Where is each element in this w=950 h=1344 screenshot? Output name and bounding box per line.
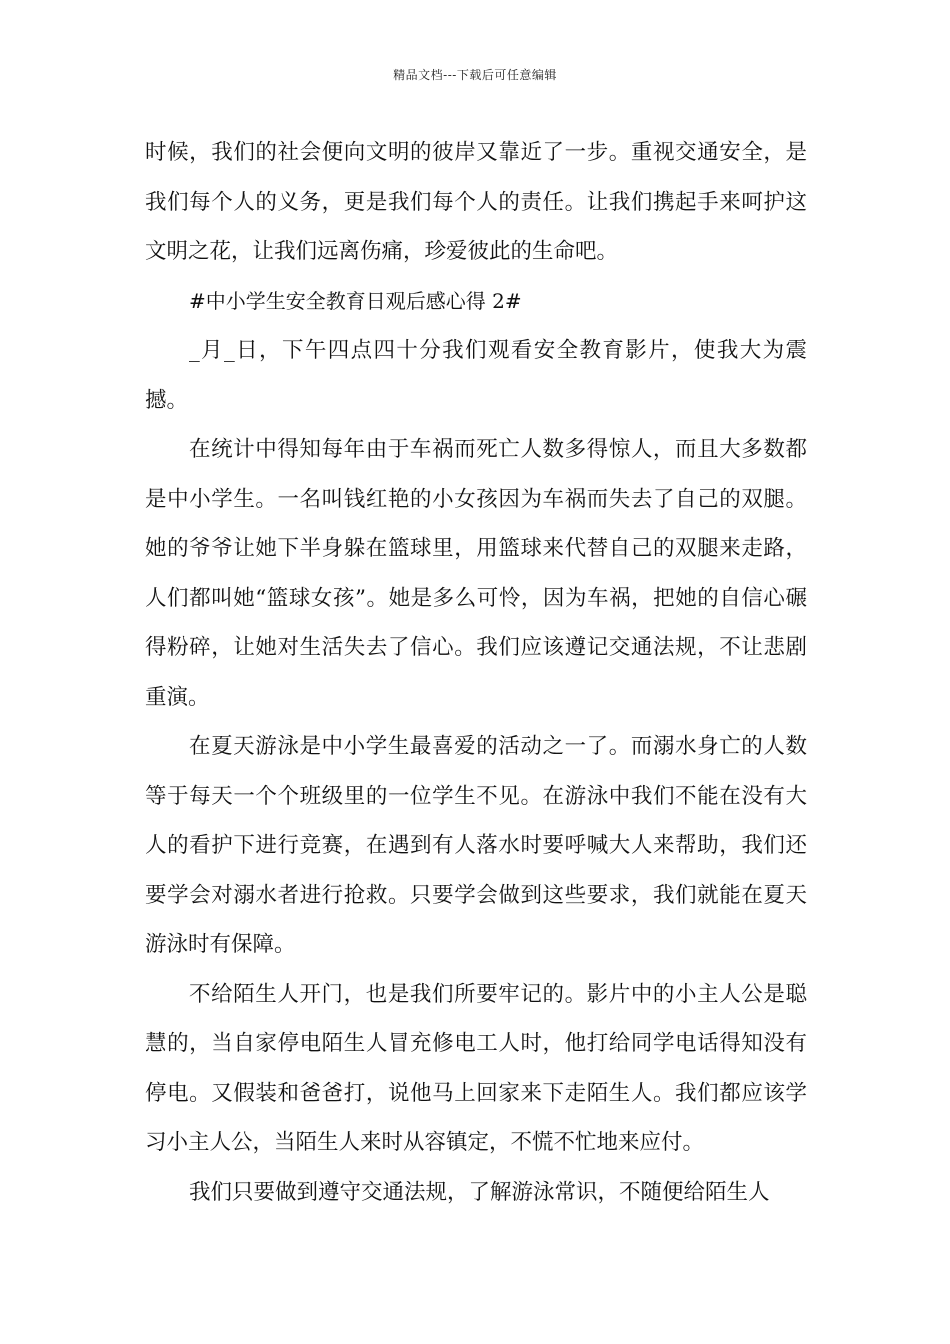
page-header: 精品文档---下载后可任意编辑 xyxy=(393,68,557,82)
document-body xyxy=(145,128,807,1217)
paragraph-traffic: 在统计中得知每年由于车祸而死亡人数多得惊人，而且大多数都是中小学生。一名叫钱红艳的小女孩因为车祸而失去了自己的双腿。她的爷爷让她下半身躲在篮球里，用篮球来代替自己的双腿来走路，人们都叫她“篮球女孩”。她是多么可怜，因为车祸，把她的自信心碾得粉碎，让她对生活失去了信心。我们应该遵记交通法规，不让悲剧重演。 xyxy=(145,437,807,710)
paragraph-swimming: 在夏天游泳是中小学生最喜爱的活动之一了。而溺水身亡的人数等于每天一个个班级里的一位学生不见。在游泳中我们不能在没有大人的看护下进行竞赛，在遇到有人落水时要呼喊大人来帮助，我们还要学会对溺水者进行抢救。只要学会做到这些要求，我们就能在夏天游泳时有保障。 xyxy=(145,734,807,957)
section-heading: #中小学生安全教育日观后感心得 2# xyxy=(189,288,522,313)
paragraph-intro: _月_日，下午四点四十分我们观看安全教育影片，使我大为震撼。 xyxy=(145,338,807,413)
paragraph-continuation: 时候，我们的社会便向文明的彼岸又靠近了一步。重视交通安全，是我们每个人的义务，更是我们每个人的责任。让我们携起手来呵护这文明之花，让我们远离伤痛，珍爱彼此的生命吧。 xyxy=(145,140,807,264)
paragraph-conclusion: 我们只要做到遵守交通法规，了解游泳常识，不随便给陌生人 xyxy=(189,1179,770,1205)
paragraph-strangers: 不给陌生人开门，也是我们所要牢记的。影片中的小主人公是聪慧的，当自家停电陌生人冒充修电工人时，他打给同学电话得知没有停电。又假装和爸爸打，说他马上回家来下走陌生人。我们都应该学习小主人公，当陌生人来时从容镇定，不慌不忙地来应付。 xyxy=(145,981,807,1155)
